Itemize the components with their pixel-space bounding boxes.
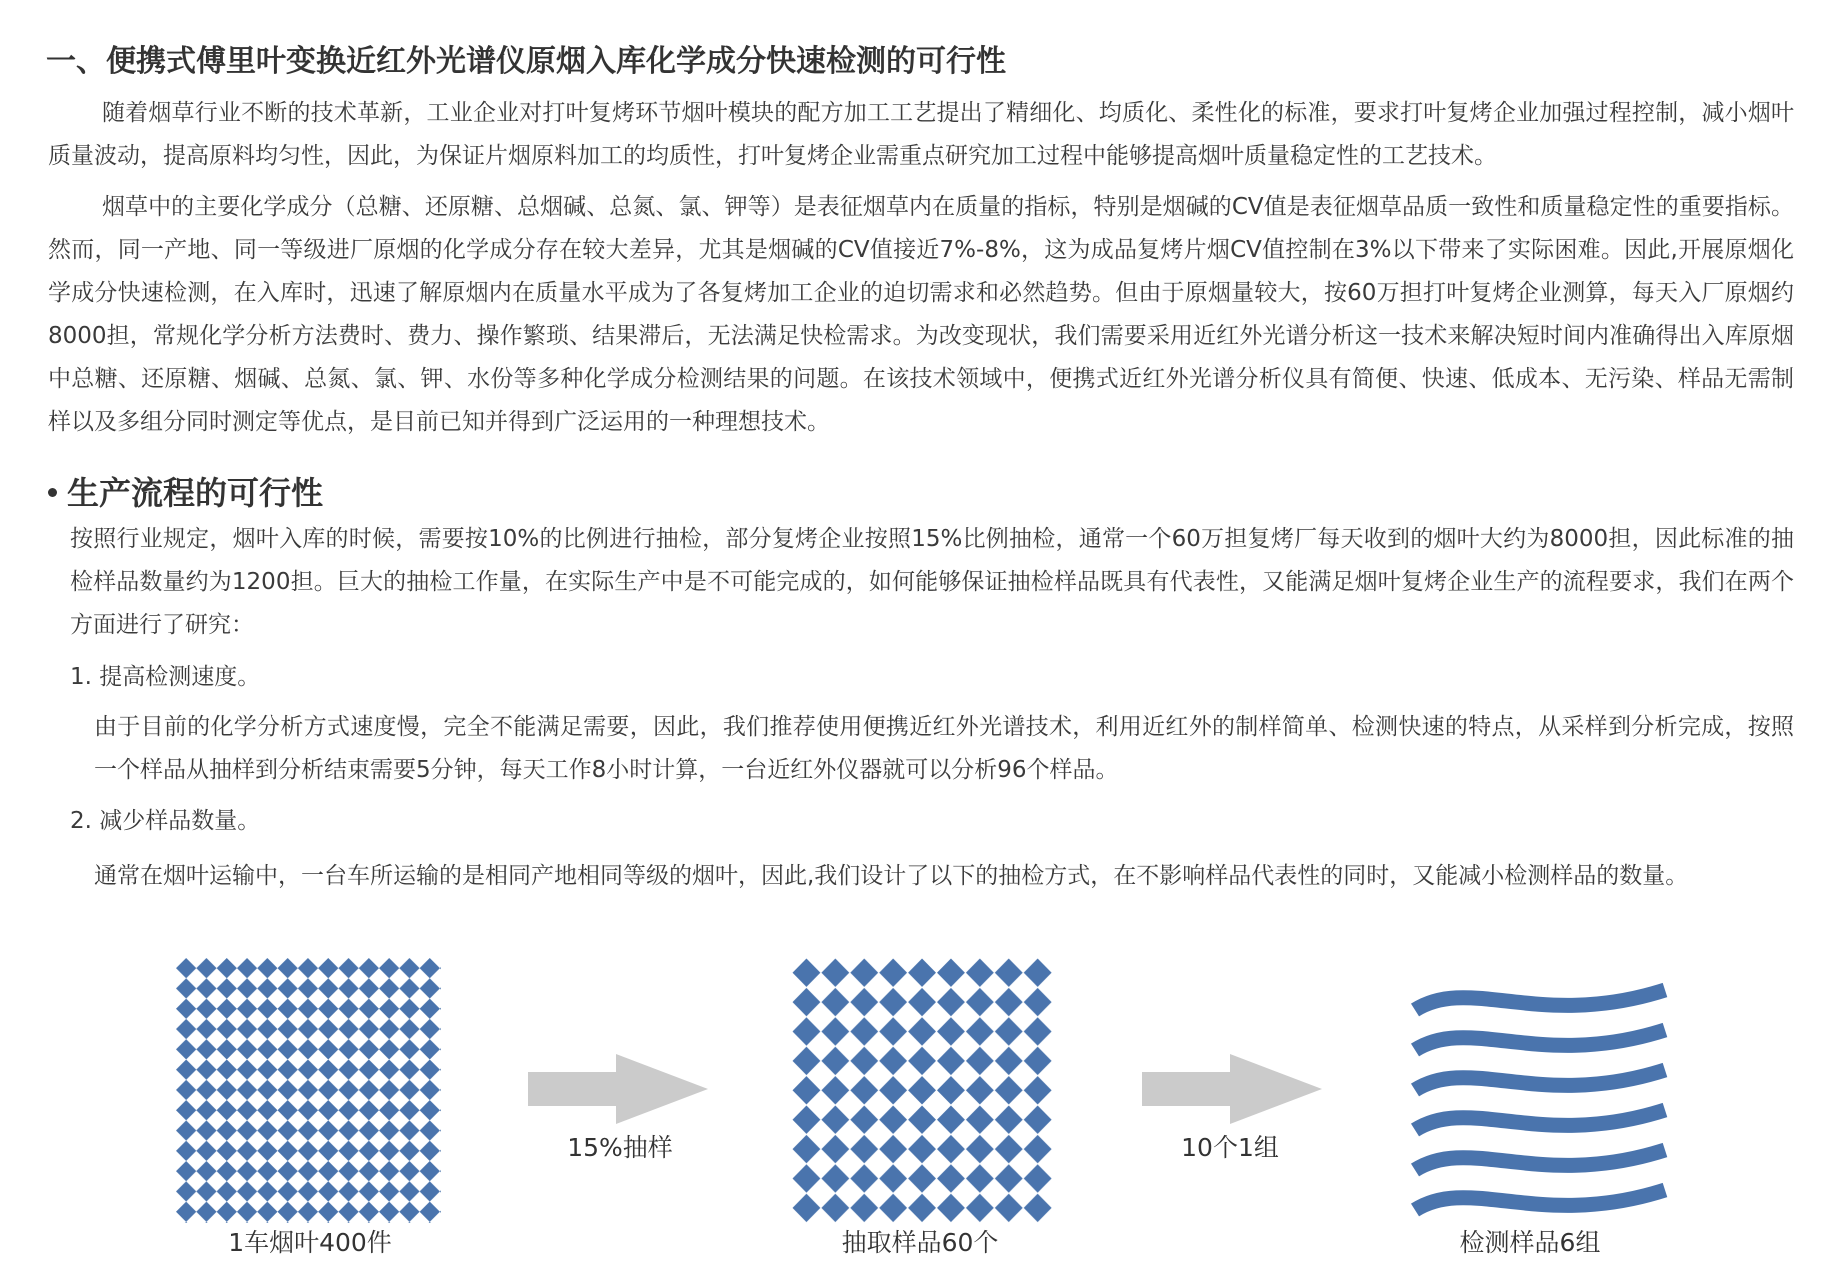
section-heading-text: 生产流程的可行性 [67,474,324,512]
wave-bands-icon [1410,980,1670,1220]
list-item-2-body: 通常在烟叶运输中，一台车所运输的是相同产地相同等级的烟叶，因此,我们设计了以下的抽检方式，在不影响样品代表性的同时，又能减小检测样品的数量。 [94,863,1689,889]
step-2-caption: 抽取样品60个 [841,1228,999,1257]
arrow-right-icon [528,1054,708,1124]
step-1-caption: 1车烟叶400件 [228,1228,392,1257]
section-heading [48,470,323,516]
intro-paragraph-2: 烟草中的主要化学成分（总糖、还原糖、总烟碱、总氮、氯、钾等）是表征烟草内在质量的指标，特别是烟碱的CV值是表征烟草品质一致性和质量稳定性的重要指标。然而，同一产地、同一等级进厂原烟的化学成分存在较大差异，尤其是烟碱的CV值接近7%-8%，这为成品复烤片烟CV值控制在3%以下带来了实际困难。因此,开展原烟化学成分快速检测，在入库时，迅速了解原烟内在质量水平成为了各复烤加工企业的迫切需求和必然趋势。但由于原烟量较大，按60万担打叶复烤企业测算，每天入厂原烟约8000担，常规化学分析方法费时、费力、操作繁琐、结果滞后，无法满足快检需求。为改变现状，我们需要采用近红外光谱分析这一技术来解决短时间内准确得出入库原烟中总糖、还原糖、烟碱、总氮、氯、钾、水份等多种化学成分检测结果的问题。在该技术领域中，便携式近红外光谱分析仪具有简便、快速、低成本、无污染、样品无需制样以及多组分同时测定等优点，是目前已知并得到广泛运用的一种理想技术。 [48,194,1794,435]
dense-diamond-grid-icon [176,958,441,1223]
list-item-2: 2. 减少样品数量。 [70,808,261,834]
bullet-icon [48,488,57,497]
list-item-1-body: 由于目前的化学分析方式速度慢，完全不能满足需要，因此，我们推荐使用便携近红外光谱技术，利用近红外的制样简单、检测快速的特点，从采样到分析完成，按照一个样品从抽样到分析结束需要5分钟，每天工作8小时计算，一台近红外仪器就可以分析96个样品。 [94,714,1794,783]
arrow-right-icon [1142,1054,1322,1124]
intro-paragraph-1: 随着烟草行业不断的技术革新，工业企业对打叶复烤环节烟叶模块的配方加工工艺提出了精细化、均质化、柔性化的标准，要求打叶复烤企业加强过程控制，减小烟叶质量波动，提高原料均匀性，因此，为保证片烟原料加工的均质性，打叶复烤企业需重点研究加工过程中能够提高烟叶质量稳定性的工艺技术。 [48,100,1794,169]
page-title: 一、便携式傅里叶变换近红外光谱仪原烟入库化学成分快速检测的可行性 [46,44,1006,79]
sparse-diamond-grid-icon [792,958,1052,1223]
arrow-1-label: 15%抽样 [567,1133,673,1162]
section-paragraph: 按照行业规定，烟叶入库的时候，需要按10%的比例进行抽检，部分复烤企业按照15%比例抽检，通常一个60万担复烤厂每天收到的烟叶大约为8000担，因此标准的抽检样品数量约为1200担。巨大的抽检工作量，在实际生产中是不可能完成的，如何能够保证抽检样品既具有代表性，又能满足烟叶复烤企业生产的流程要求，我们在两个方面进行了研究： [70,526,1794,638]
arrow-2-label: 10个1组 [1181,1133,1279,1162]
step-3-caption: 检测样品6组 [1459,1228,1601,1257]
list-item-1: 1. 提高检测速度。 [70,664,261,690]
